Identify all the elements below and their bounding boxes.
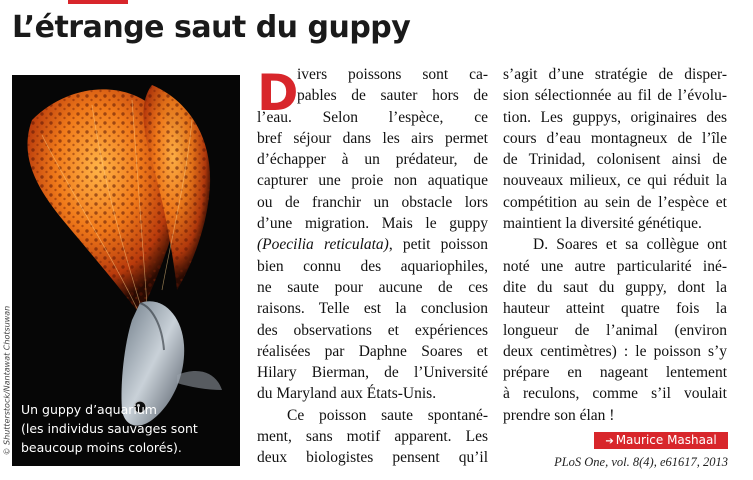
arrow-right-icon: ➔	[605, 436, 614, 447]
body-line: deux biologistes pensent qu’il	[257, 449, 488, 467]
body-line: ivers poissons sont ca-	[297, 66, 488, 83]
body-line: capturer une proie non aquatique	[257, 172, 488, 190]
body-line: compétition au sein de l’espèce et	[503, 193, 727, 211]
body-line: de Trinidad, colonisent ainsi de	[503, 151, 727, 169]
body-line: prépare en nageant lentement	[503, 364, 727, 382]
body-line: maintient la diversité génétique.	[503, 215, 702, 233]
body-line: noté une autre particularité iné-	[503, 257, 727, 275]
body-line: raisons. Telle est la conclusion	[257, 300, 488, 318]
body-line	[257, 234, 488, 255]
drop-cap: D	[257, 64, 299, 122]
guppy-photo	[12, 75, 240, 466]
body-line: cours d’eau montagneux de l’île	[503, 129, 727, 147]
body-line: prendre son élan !	[503, 406, 615, 424]
body-line: ment, sans motif apparent. Les	[257, 428, 488, 446]
body-line: nouveaux milieux, ce qui réduit la	[503, 172, 727, 190]
body-line: ou de franchir un obstacle lors	[257, 193, 488, 211]
section-accent-rule	[68, 0, 128, 4]
body-line: s’agit d’une stratégie de disper-	[503, 66, 727, 83]
body-line: à reculons, comme s’il voulait	[503, 385, 727, 403]
body-line: des observations et expériences	[257, 321, 488, 339]
article-column-1	[257, 64, 488, 469]
body-line: dite du saut du guppy, dont la	[503, 278, 727, 296]
body-line: bref séjour dans les airs permet	[257, 129, 488, 147]
article-column-2	[503, 64, 727, 426]
body-line: d’échapper à un prédateur, de	[257, 151, 488, 169]
body-line: bien connu des aquariophiles,	[257, 257, 488, 275]
body-line: Hilary Bierman, de l’Université	[257, 364, 488, 382]
body-line: pables de sauter hors de	[297, 87, 488, 105]
body-line: hauteur atteint quatre fois la	[503, 300, 727, 318]
body-line: l’eau. Selon l’espèce, ce	[257, 108, 488, 126]
body-line: Ce poisson saute spontané-	[287, 406, 488, 424]
photo-caption: Un guppy d’aquarium (les individus sauvages sont beaucoup moins colorés).	[21, 402, 198, 455]
body-line: D. Soares et sa collègue ont	[533, 236, 727, 254]
body-line-tail: , petit poisson	[388, 236, 488, 254]
author-name: Maurice Mashaal	[615, 433, 717, 447]
species-name: (Poecilia reticulata)	[257, 236, 389, 254]
author-byline	[594, 432, 728, 449]
body-line: d’une migration. Mais le guppy	[257, 215, 488, 233]
body-line: longueur de l’animal (environ	[503, 321, 727, 339]
body-line: réalisées par Daphne Soares et	[257, 342, 488, 360]
article-title: L’étrange saut du guppy	[12, 10, 411, 45]
body-line: tion. Les guppys, originaires des	[503, 108, 727, 126]
body-line: deux centimètres) : le poisson s’y	[503, 342, 727, 360]
body-line: sion sélectionnée au fil de l’évolu-	[503, 87, 727, 105]
body-line: du Maryland aux États-Unis.	[257, 385, 437, 403]
photo-credit: © Shutterstock/Nantawat Chotsuwan	[2, 305, 12, 456]
body-line: ne saute pour aucune de ces	[257, 278, 488, 296]
citation-reference: PLoS One, vol. 8(4), e61617, 2013	[554, 455, 728, 469]
